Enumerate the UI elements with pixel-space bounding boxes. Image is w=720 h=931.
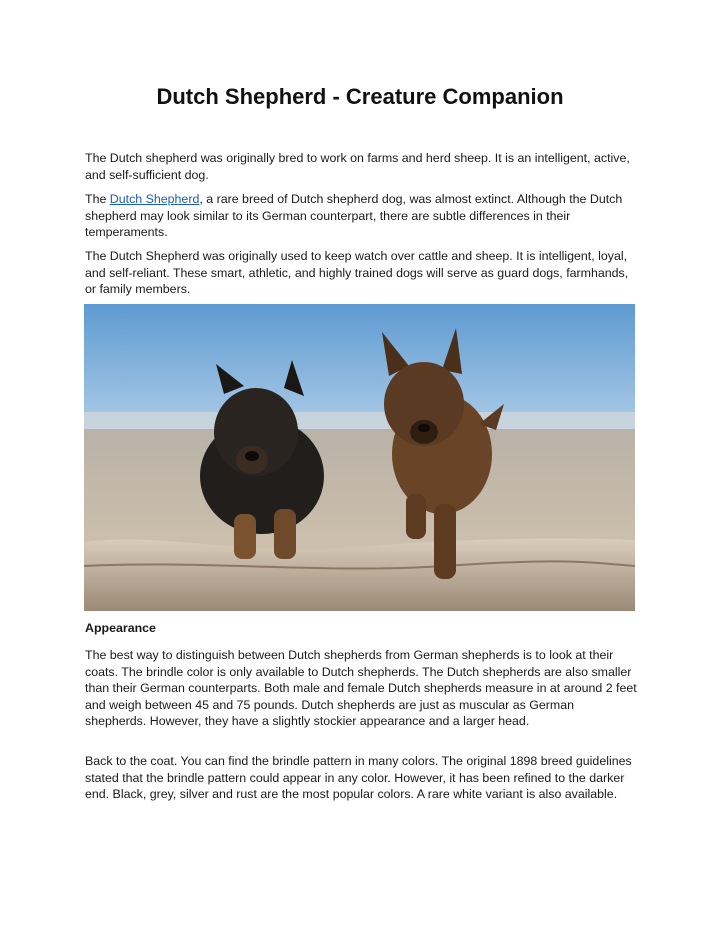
sky <box>84 304 635 424</box>
appearance-paragraph-2: Back to the coat. You can find the brindle pattern in many colors. The original 1898 breed guidelines stated that the brindle pattern could appear in any color. However, it has been refined to the darker end. Black, grey, silver and rust are the most popular colors. A rare white variant is also available. <box>85 754 632 801</box>
driftwood-log <box>84 538 635 611</box>
paragraph-breed-rarity <box>85 191 637 241</box>
paragraph-text-before-link: The <box>85 192 110 206</box>
dogs-on-beach-image <box>84 304 635 611</box>
paragraph-history: The Dutch Shepherd was originally used to keep watch over cattle and sheep. It is intelligent, loyal, and self-reliant. These smart, athletic, and highly trained dogs will serve as guard dogs, farmhands, or family members. <box>85 249 629 296</box>
intro-paragraph: The Dutch shepherd was originally bred to work on farms and herd sheep. It is an intelligent, active, and self-sufficient dog. <box>85 151 630 182</box>
paragraph-text-after-link: , a rare breed of Dutch shepherd dog, was almost extinct. Although the Dutch shepherd may look similar to its German counterpart, there are subtle differences in their temperaments. <box>85 192 623 239</box>
dogs-running-photo <box>84 304 635 611</box>
dutch-shepherd-link[interactable]: Dutch Shepherd <box>109 192 200 206</box>
appearance-heading: Appearance <box>85 621 156 635</box>
page-title: Dutch Shepherd - Creature Companion <box>156 84 564 109</box>
appearance-paragraph-1: The best way to distinguish between Dutch shepherds from German shepherds is to look at their coats. The brindle color is only available to Dutch shepherds. The Dutch shepherds are also smaller than their German counterparts. Both male and female Dutch shepherds measure in at around 2 feet and weigh between 45 and 75 pounds. Dutch shepherds are just as muscular as German shepherds. However, they have a slightly stockier appearance and a larger head. <box>85 648 637 728</box>
